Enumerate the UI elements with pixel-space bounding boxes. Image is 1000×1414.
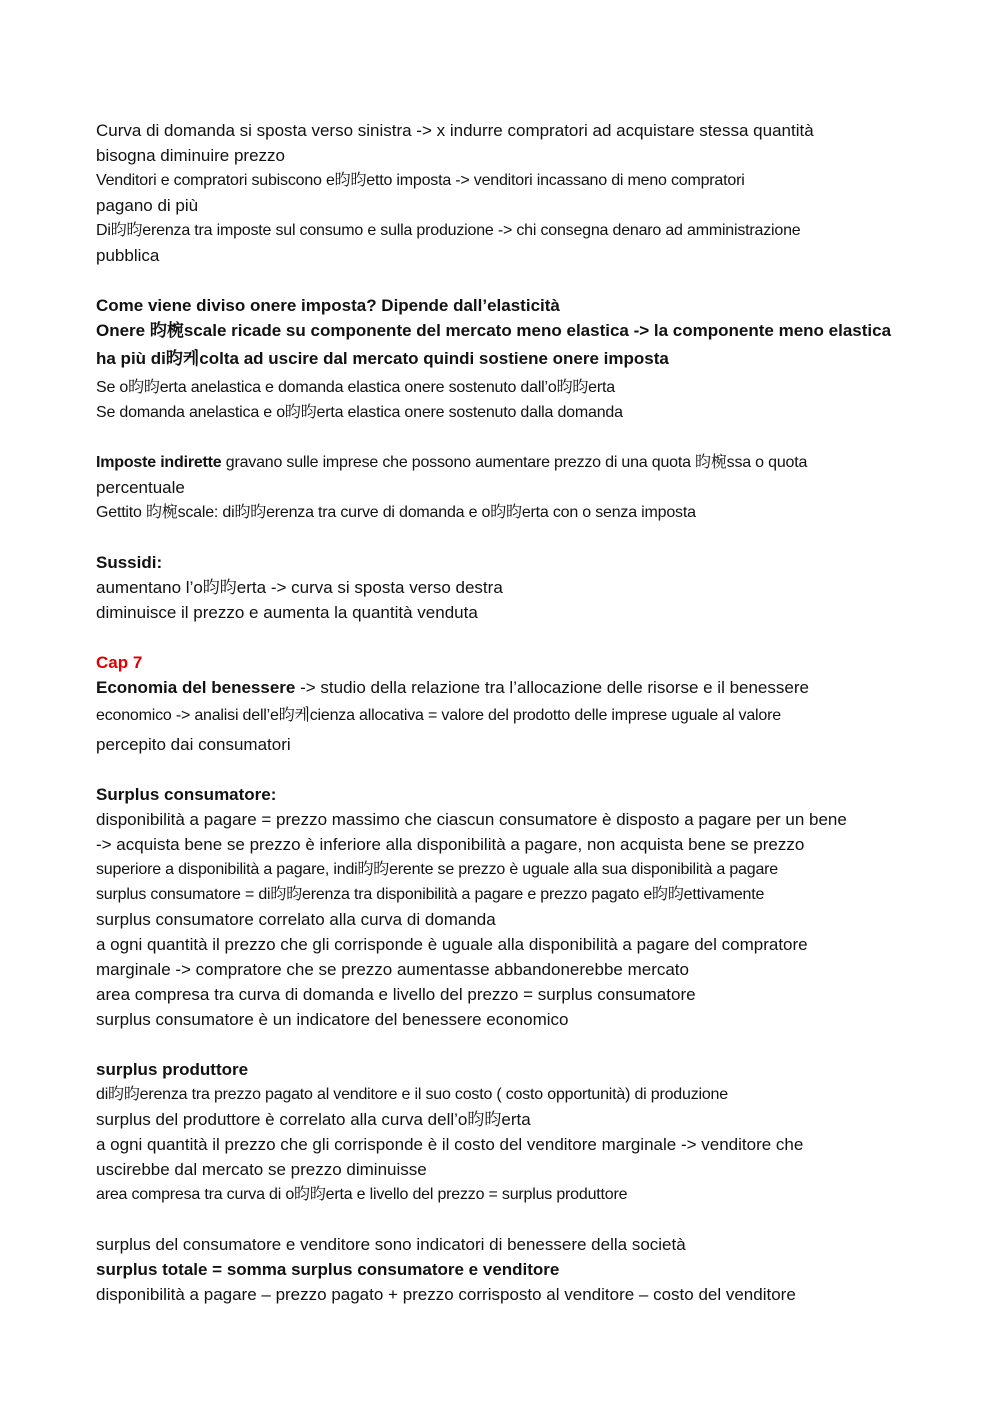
bold-term: Economia del benessere [96,678,296,697]
text-line: Curva di domanda si sposta verso sinistra -> x indurre compratori ad acquistare stessa quantità [96,121,814,140]
text-line: economico -> analisi dell’e昀케cienza allocativa = valore del prodotto delle imprese uguale al valore [96,707,781,724]
text-line: surplus consumatore correlato alla curva di domanda [96,910,496,929]
text-line: surplus del produttore è correlato alla curva dell’o昀昀erta [96,1110,531,1129]
text-line: Imposte indirette gravano sulle imprese che possono aumentare prezzo di una quota 昀椀ssa o quota [96,454,808,471]
chapter-heading: Cap 7 [96,653,143,672]
text-line: disponibilità a pagare – prezzo pagato + prezzo corrisposto al venditore – costo del venditore [96,1285,796,1304]
paragraph-gap [96,1207,916,1232]
text-line: Venditori e compratori subiscono e昀昀etto imposta -> venditori incassano di meno compratori [96,172,745,189]
paragraph-gap [96,268,916,293]
paragraph-gap [96,625,916,650]
paragraph-gap [96,525,916,550]
text-line: Economia del benessere -> studio della relazione tra l’allocazione delle risorse e il benessere [96,678,809,697]
text-line: pagano di più [96,196,199,215]
text-line: Se domanda anelastica e o昀昀erta elastica onere sostenuto dalla domanda [96,404,623,421]
text-line: area compresa tra curva di domanda e livello del prezzo = surplus consumatore [96,985,696,1004]
section-heading: Surplus consumatore: [96,785,277,804]
text-line: -> acquista bene se prezzo è inferiore alla disponibilità a pagare, non acquista bene se prezzo [96,835,805,854]
text-line: di昀昀erenza tra prezzo pagato al venditore e il suo costo ( costo opportunità) di produzione [96,1086,728,1103]
text-line: superiore a disponibilità a pagare, indi昀昀erente se prezzo è uguale alla sua disponibilità a pagare [96,861,778,878]
bold-term: Imposte indirette [96,454,222,471]
text-line: percepito dai consumatori [96,735,291,754]
text-line: a ogni quantità il prezzo che gli corrisponde è il costo del venditore marginale -> venditore che [96,1135,804,1154]
text-line: disponibilità a pagare = prezzo massimo che ciascun consumatore è disposto a pagare per un bene [96,810,847,829]
text-line: pubblica [96,246,160,265]
section-heading: ha più di昀케colta ad uscire dal mercato quindi sostiene onere imposta [96,349,669,368]
text-line: marginale -> compratore che se prezzo aumentasse abbandonerebbe mercato [96,960,689,979]
text-line: area compresa tra curva di o昀昀erta e livello del prezzo = surplus produttore [96,1186,628,1203]
section-heading: surplus produttore [96,1060,249,1079]
text-line: Di昀昀erenza tra imposte sul consumo e sulla produzione -> chi consegna denaro ad amministrazione [96,222,801,239]
text-line: surplus del consumatore e venditore sono indicatori di benessere della società [96,1235,686,1254]
text-line: a ogni quantità il prezzo che gli corrisponde è uguale alla disponibilità a pagare del compratore [96,935,808,954]
text-line: diminuisce il prezzo e aumenta la quantità venduta [96,603,478,622]
text-line: aumentano l’o昀昀erta -> curva si sposta verso destra [96,578,503,597]
section-heading: surplus totale = somma surplus consumatore e venditore [96,1260,560,1279]
text-line: uscirebbe dal mercato se prezzo diminuisse [96,1160,427,1179]
document-page [96,118,916,1307]
paragraph-gap [96,425,916,450]
paragraph-gap [96,1032,916,1057]
text-line: bisogna diminuire prezzo [96,146,285,165]
section-heading: Onere 昀椀scale ricade su componente del mercato meno elastica -> la componente meno elastica [96,321,892,340]
section-heading: Sussidi: [96,553,163,572]
text-line: Gettito 昀椀scale: di昀昀erenza tra curve di domanda e o昀昀erta con o senza imposta [96,504,696,521]
text-line: percentuale [96,478,185,497]
text-line: surplus consumatore = di昀昀erenza tra disponibilità a pagare e prezzo pagato e昀昀ettivamente [96,886,765,903]
paragraph-gap [96,757,916,782]
section-heading: Come viene diviso onere imposta? Dipende dall’elasticità [96,296,560,315]
text-line: surplus consumatore è un indicatore del benessere economico [96,1010,569,1029]
text-line: Se o昀昀erta anelastica e domanda elastica onere sostenuto dall’o昀昀erta [96,379,615,396]
